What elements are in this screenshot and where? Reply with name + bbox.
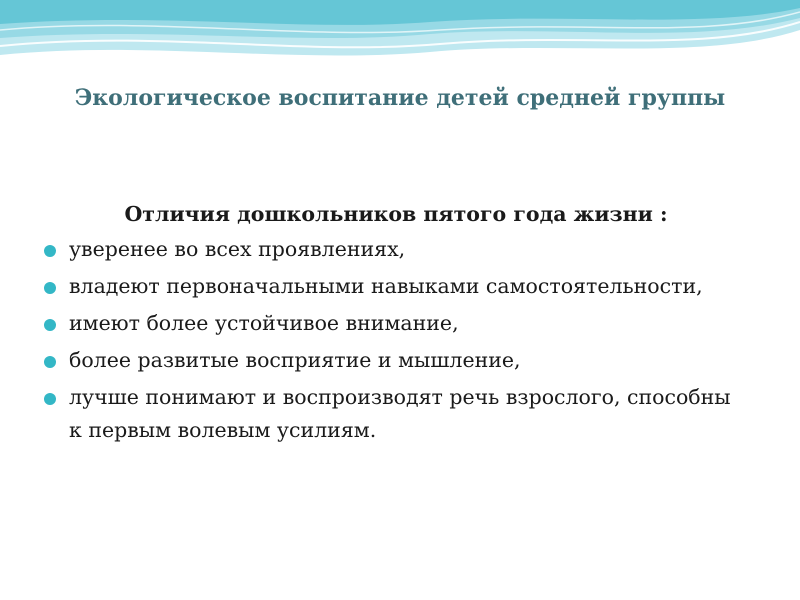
circle-bullet-icon (44, 282, 56, 294)
circle-bullet-icon (44, 245, 56, 257)
decorative-waves (0, 0, 800, 80)
list-item-text: более развитые восприятие и мышление, (69, 348, 521, 372)
list-item-text: имеют более устойчивое внимание, (69, 311, 459, 335)
circle-bullet-icon (44, 393, 56, 405)
bullet-list (44, 233, 748, 447)
list-item-text: лучше понимают и воспроизводят речь взрослого, способны к первым волевым усилиям. (69, 385, 731, 442)
list-item (44, 233, 748, 266)
content-heading: Отличия дошкольников пятого года жизни : (124, 202, 668, 226)
list-item-text: уверенее во всех проявлениях, (69, 237, 406, 261)
list-item (44, 381, 748, 447)
list-item (44, 270, 748, 303)
slide-title: Экологическое воспитание детей средней группы (74, 85, 726, 111)
list-item (44, 307, 748, 340)
list-item (44, 344, 748, 377)
circle-bullet-icon (44, 319, 56, 331)
circle-bullet-icon (44, 356, 56, 368)
list-item-text: владеют первоначальными навыками самостоятельности, (69, 274, 703, 298)
content-body (44, 198, 748, 451)
